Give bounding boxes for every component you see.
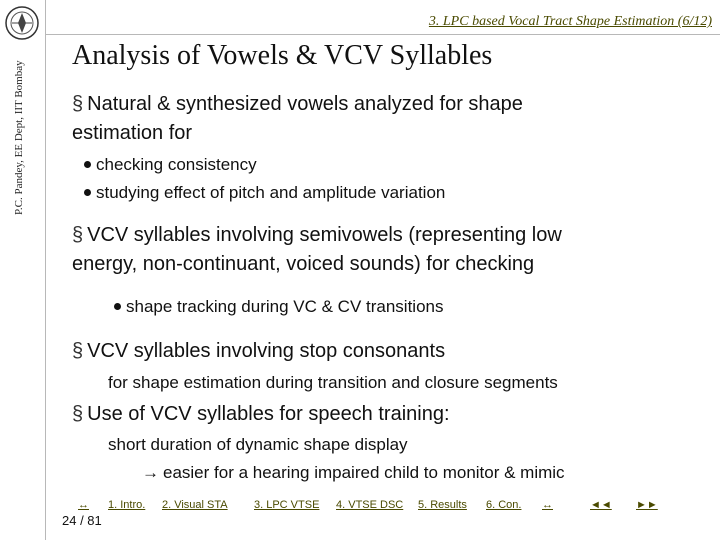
page-title: Analysis of Vowels & VCV Syllables (72, 40, 493, 71)
bullet-2-line1: VCV syllables involving semivowels (representing low (87, 224, 562, 246)
bullet-1-line1: Natural & synthesized vowels analyzed for shape (87, 93, 523, 115)
nav-home-link[interactable]: ↔ (78, 499, 89, 511)
page-number: 24 / 81 (62, 513, 102, 528)
header-divider (45, 34, 720, 35)
navigation-bar (78, 499, 718, 515)
sub-bullet: checking consistency (84, 154, 257, 176)
bullet-square-icon: § (72, 403, 84, 425)
bullet-4-arrow-line: → easier for a hearing impaired child to monitor & mimic (142, 463, 565, 482)
nav-item-vtse-dsc[interactable]: 4. VTSE DSC (336, 499, 404, 511)
bullet-2 (72, 221, 562, 279)
nav-prev-button[interactable]: ◄◄ (590, 499, 612, 511)
right-arrow-icon: → (142, 463, 159, 482)
bullet-4-line1: Use of VCV syllables for speech training: (87, 403, 450, 425)
sub-bullet: shape tracking during VC & CV transitions (114, 296, 444, 318)
bullet-3 (72, 337, 445, 366)
nav-item-conclusion[interactable]: 6. Con. (486, 499, 522, 511)
bullet-3-detail: for shape estimation during transition and closure segments (108, 373, 558, 392)
left-divider (45, 0, 46, 540)
dot-icon (114, 303, 121, 310)
dot-icon (84, 189, 91, 196)
bullet-4-detail: short duration of dynamic shape display (108, 435, 408, 454)
bullet-square-icon: § (72, 224, 84, 246)
nav-item-visual-sta[interactable]: 2. Visual STA (162, 499, 228, 511)
dot-icon (84, 161, 91, 168)
nav-next-button[interactable]: ►► (636, 499, 658, 511)
bullet-4 (72, 400, 450, 429)
nav-item-results[interactable]: 5. Results (418, 499, 467, 511)
nav-back-link[interactable]: ↔ (542, 499, 553, 511)
author-vertical-text: P.C. Pandey, EE Dept, IIT Bombay (13, 60, 25, 216)
nav-item-lpc-vtse[interactable]: 3. LPC VTSE (254, 499, 320, 511)
bullet-1-line2: estimation for (72, 122, 193, 144)
bullet-square-icon: § (72, 93, 84, 115)
bullet-3-line1: VCV syllables involving stop consonants (87, 340, 446, 362)
bullet-2-line2: energy, non-continuant, voiced sounds) for checking (72, 253, 535, 275)
section-title[interactable]: 3. LPC based Vocal Tract Shape Estimation (6/12) (428, 14, 712, 29)
bullet-1 (72, 90, 523, 148)
nav-item-intro[interactable]: 1. Intro. (108, 499, 146, 511)
sub-bullet: studying effect of pitch and amplitude variation (84, 182, 445, 204)
iit-bombay-logo-icon (4, 4, 40, 42)
bullet-square-icon: § (72, 340, 84, 362)
